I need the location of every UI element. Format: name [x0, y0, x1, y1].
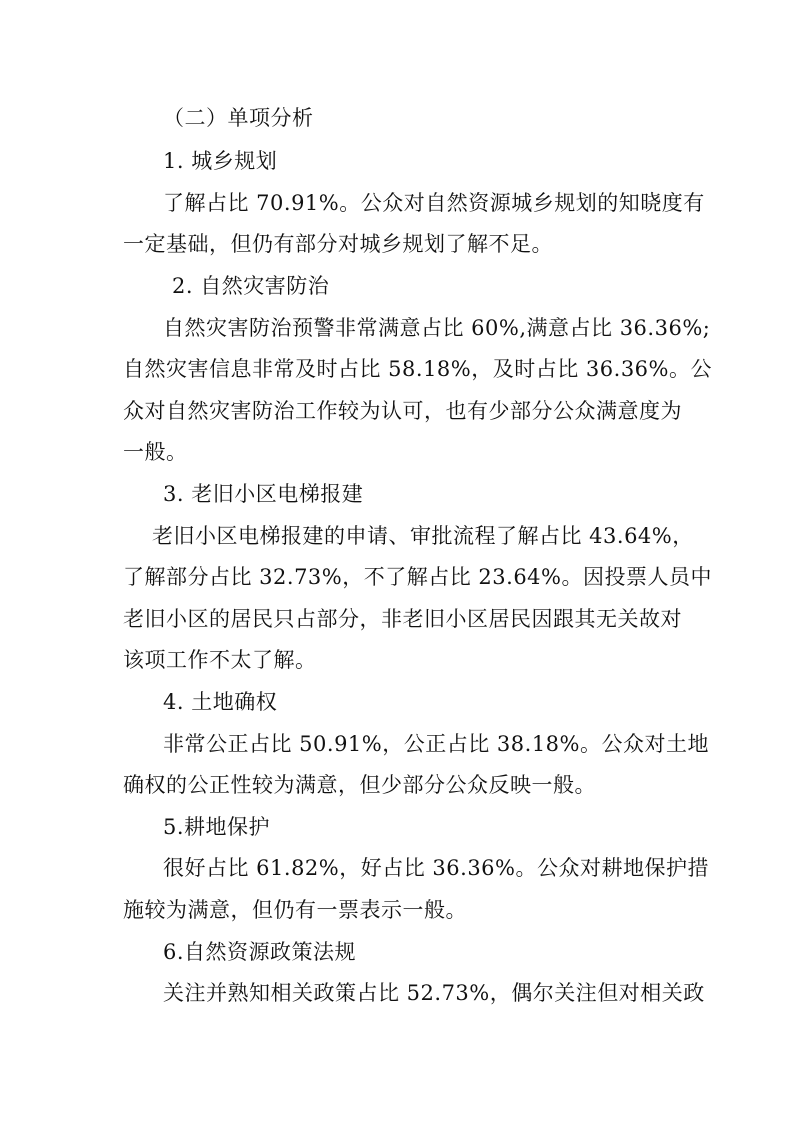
paragraph-line: 了解部分占比 32.73%，不了解占比 23.64%。因投票人员中 — [123, 565, 712, 589]
paragraph-line: 该项工作不太了解。 — [123, 648, 317, 672]
paragraph-line: 老旧小区的居民只占部分，非老旧小区居民因跟其无关故对 — [123, 607, 682, 631]
item-heading-elevator-permits: 3. 老旧小区电梯报建 — [163, 482, 364, 506]
paragraph-line: 众对自然灾害防治工作较为认可，也有少部分公众满意度为 — [123, 399, 682, 423]
item-heading-policies-regulations: 6.自然资源政策法规 — [163, 940, 357, 964]
paragraph-line: 了解占比 70.91%。公众对自然资源城乡规划的知晓度有 — [163, 191, 705, 215]
item-heading-disaster-prevention: 2. 自然灾害防治 — [172, 274, 330, 298]
item-heading-land-rights: 4. 土地确权 — [163, 690, 278, 714]
item-heading-farmland-protection: 5.耕地保护 — [163, 815, 271, 839]
paragraph-line: 老旧小区电梯报建的申请、审批流程了解占比 43.64%， — [152, 524, 694, 548]
paragraph-line: 施较为满意，但仍有一票表示一般。 — [123, 898, 467, 922]
paragraph-line: 一般。 — [123, 440, 188, 464]
paragraph-line: 非常公正占比 50.91%，公正占比 38.18%。公众对土地 — [163, 732, 709, 756]
paragraph-line: 确权的公正性较为满意，但少部分公众反映一般。 — [123, 773, 596, 797]
paragraph-line: 自然灾害防治预警非常满意占比 60%,满意占比 36.36%; — [163, 316, 711, 340]
paragraph-line: 很好占比 61.82%，好占比 36.36%。公众对耕地保护措 — [163, 856, 709, 880]
item-heading-urban-rural-planning: 1. 城乡规划 — [163, 149, 278, 173]
paragraph-line: 一定基础，但仍有部分对城乡规划了解不足。 — [123, 232, 553, 256]
paragraph-line: 关注并熟知相关政策占比 52.73%，偶尔关注但对相关政 — [163, 981, 705, 1005]
section-title: （二）单项分析 — [163, 106, 314, 130]
paragraph-line: 自然灾害信息非常及时占比 58.18%，及时占比 36.36%。公 — [123, 357, 712, 381]
